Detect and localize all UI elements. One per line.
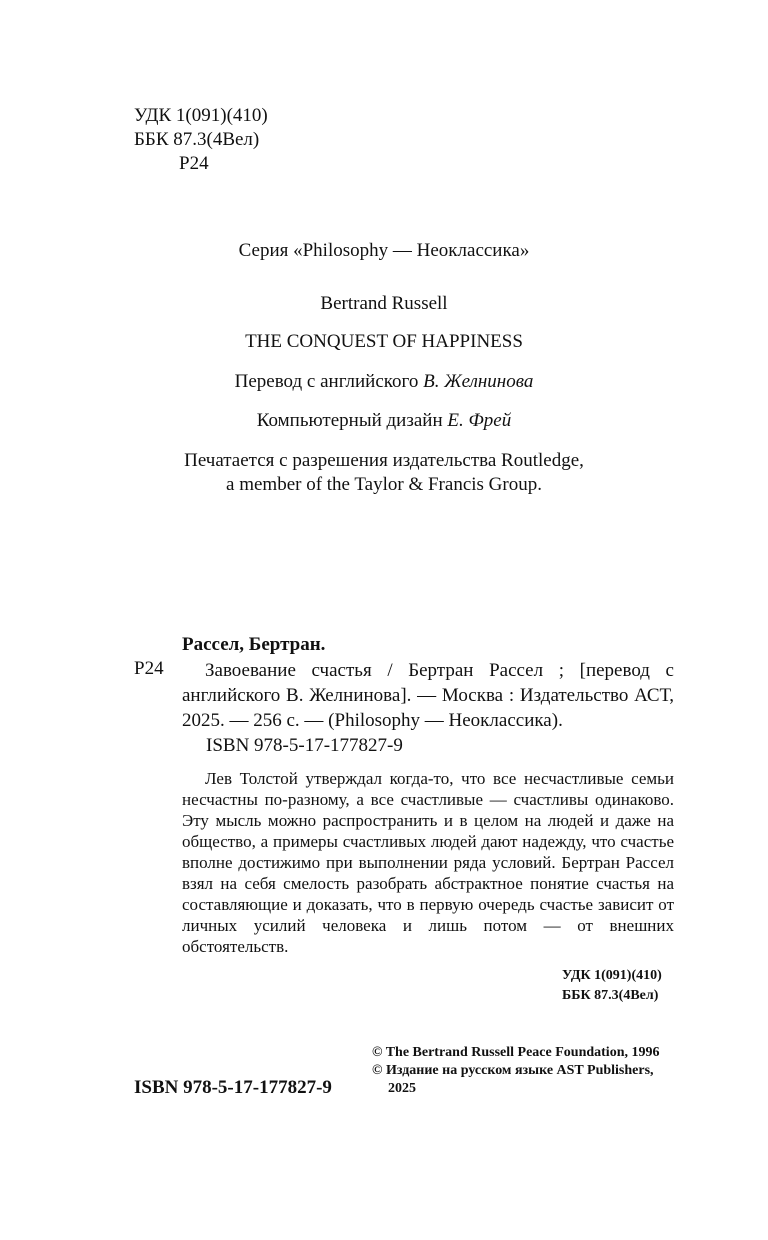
translator-name: В. Желнинова: [423, 371, 534, 392]
bbk-code: ББК 87.3(4Вел): [134, 129, 260, 150]
bottom-bbk: ББК 87.3(4Вел): [562, 988, 659, 1003]
catalog-author-heading: Рассел, Бертран.: [182, 634, 326, 655]
series-line: Серия «Philosophy — Неоклассика»: [238, 240, 530, 261]
permission-line-2: a member of the Taylor & Francis Group.: [226, 474, 542, 495]
original-author: Bertrand Russell: [320, 293, 448, 314]
design-credit: [0, 410, 768, 432]
bottom-udk: УДК 1(091)(410): [562, 968, 662, 983]
udk-code: УДК 1(091)(410): [134, 105, 268, 126]
design-prefix: Компьютерный дизайн: [256, 410, 448, 431]
original-title: THE CONQUEST OF HAPPINESS: [245, 331, 523, 352]
annotation-text: Лев Толстой утверждал когда-то, что все несчастливые семьи несчастны по-разному, а все счастливые — счастливы одинаково. Эту мысль можно распространить и в целом на людей и даже на общество, а примеры счастливых людей дают надежду, что счастье вполне достижимо при выполнении ряда условий. Бертран Рассел взял на себя смелость разобрать абстрактное понятие счастья на составляющие и доказать, что в первую очередь счастье зависит от личных усилий человека и лишь потом — от внешних обстоятельств.: [182, 769, 674, 956]
bottom-classification-codes: [562, 966, 662, 1006]
copyright-line-1: © The Bertrand Russell Peace Foundation, 1996: [372, 1045, 660, 1060]
copyright-line-3: 2025: [388, 1081, 416, 1096]
classification-codes: [134, 104, 268, 176]
copyright-line-2: © Издание на русском языке AST Publishers,: [372, 1063, 654, 1078]
translation-credit: [0, 371, 768, 393]
isbn-bottom: ISBN 978-5-17-177827-9: [134, 1077, 332, 1098]
author-sign: Р24: [179, 153, 209, 174]
catalog-isbn: ISBN 978-5-17-177827-9: [206, 735, 403, 756]
translation-prefix: Перевод с английского: [234, 371, 424, 392]
designer-name: Е. Фрей: [447, 410, 512, 431]
permission-note: [0, 449, 768, 497]
copyright-block: [372, 1044, 660, 1098]
catalog-description: Завоевание счастья / Бертран Рассел ; [перевод с английского В. Желнинова]. — Москва : Издательство АСТ, 2025. — 256 с. — (Philosophy — Неоклассика).: [182, 660, 674, 731]
catalog-code: Р24: [134, 658, 164, 679]
permission-line-1: Печатается с разрешения издательства Routledge,: [184, 450, 584, 471]
